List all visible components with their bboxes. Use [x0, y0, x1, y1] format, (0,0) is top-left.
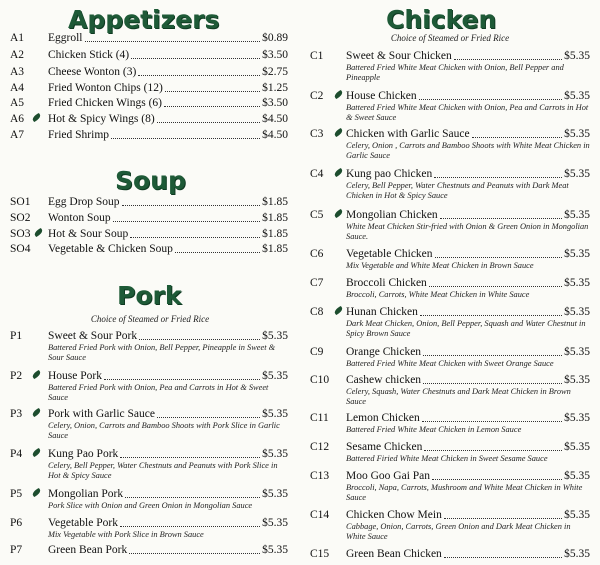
item-price: $0.89: [262, 32, 288, 44]
item-line: [48, 243, 288, 256]
item-price: $5.35: [564, 441, 590, 453]
item-description: Celery, Bell Pepper, Water Chestnuts and Peanuts with Pork Slice in Hot & Spicy Sauce: [48, 461, 278, 480]
item-price: $1.25: [262, 82, 288, 94]
item-price: $1.85: [262, 228, 288, 240]
item-code: C3: [310, 128, 324, 140]
item-line: [48, 544, 288, 557]
item-code: C13: [310, 470, 330, 482]
item-price: $5.35: [262, 544, 288, 556]
item-line: [346, 441, 590, 454]
item-description: Celery, Bell Pepper, Water Chestnuts and Peanuts with Dark Meat Chicken in Hot & Spicy Sauce: [346, 181, 569, 200]
item-code: P1: [10, 330, 23, 342]
item-description: Broccoli, Carrots, White Meat Chicken in White Sauce: [346, 290, 530, 299]
item-line: [48, 370, 288, 383]
item-line: [346, 90, 590, 103]
item-description: Battered Fried White Meat Chicken in Lemon Sauce: [346, 425, 522, 434]
pepper-icon: [333, 90, 343, 99]
item-line: [48, 129, 288, 142]
item-code: C10: [310, 374, 330, 386]
item-line: [346, 374, 590, 387]
pepper-icon: [31, 448, 41, 457]
item-line: [346, 50, 590, 63]
item-description: Cabbage, Onion, Carrots, Green Onion and Dark Meat Chicken in White Sauce: [346, 522, 571, 541]
item-price: $5.35: [262, 448, 288, 460]
pepper-icon: [31, 113, 41, 122]
item-line: [346, 168, 590, 181]
item-code: A3: [10, 66, 25, 78]
item-name: Cashew chicken: [346, 374, 422, 386]
dot-leader: [122, 204, 261, 206]
item-code: P4: [10, 448, 23, 460]
item-description: Battered Firied White Meat Chicken in Sweet Sesame Sauce: [346, 454, 548, 463]
item-code: C2: [310, 90, 324, 102]
dot-leader: [164, 105, 260, 107]
item-price: $1.85: [262, 196, 288, 208]
item-line: [346, 470, 590, 483]
item-price: $5.35: [564, 306, 590, 318]
item-code: C11: [310, 412, 329, 424]
dot-leader: [157, 416, 260, 418]
item-price: $3.50: [262, 97, 288, 109]
dot-leader: [104, 378, 260, 380]
item-name: Moo Goo Gai Pan: [346, 470, 431, 482]
item-line: [48, 408, 288, 421]
item-price: $4.50: [262, 113, 288, 125]
item-line: [48, 212, 288, 225]
item-code: A6: [10, 113, 25, 125]
item-price: $5.35: [262, 408, 288, 420]
item-name: Vegetable & Chicken Soup: [48, 243, 173, 255]
item-description: Battered Fried Pork with Onion, Bell Pepper, Pineapple in Sweet & Sour Sauce: [48, 343, 276, 362]
item-code: P2: [10, 370, 23, 382]
item-name: Sweet & Sour Chicken: [346, 50, 452, 62]
item-code: A2: [10, 49, 25, 61]
item-description: Mix Vegetable and White Meat Chicken in Brown Sauce: [346, 261, 534, 270]
item-name: Orange Chicken: [346, 346, 422, 358]
item-price: $5.35: [564, 248, 590, 260]
dot-leader: [424, 449, 562, 451]
item-line: [346, 277, 590, 290]
dot-leader: [454, 58, 562, 60]
item-name: House Pork: [48, 370, 102, 382]
item-code: A7: [10, 129, 25, 141]
item-line: [48, 82, 288, 95]
item-price: $5.35: [564, 470, 590, 482]
item-name: Fried Wonton Chips (12): [48, 82, 163, 94]
item-description: Celery, Squash, Water Chestnuts and Dark Meat Chicken in Brown Sauce: [346, 387, 571, 406]
item-code: A4: [10, 82, 25, 94]
pork-heading: Pork: [117, 281, 182, 310]
item-name: Green Bean Pork: [48, 544, 128, 556]
dot-leader: [111, 137, 260, 139]
pepper-icon: [31, 370, 41, 379]
item-code: A5: [10, 97, 25, 109]
item-name: Chicken with Garlic Sauce: [346, 128, 470, 140]
dot-leader: [120, 456, 260, 458]
item-price: $5.35: [564, 209, 590, 221]
item-line: [346, 248, 590, 261]
item-price: $5.35: [564, 412, 590, 424]
dot-leader: [429, 285, 562, 287]
item-name: Fried Chicken Wings (6): [48, 97, 162, 109]
item-name: Kung Pao Pork: [48, 448, 119, 460]
item-name: House Chicken: [346, 90, 417, 102]
item-code: SO4: [10, 243, 31, 255]
dot-leader: [472, 136, 563, 138]
pepper-icon: [31, 488, 41, 497]
chicken-heading: Chicken: [386, 5, 497, 34]
item-name: Vegetable Pork: [48, 517, 118, 529]
item-price: $5.35: [564, 50, 590, 62]
item-line: [346, 412, 590, 425]
dot-leader: [420, 314, 562, 316]
pepper-icon: [333, 128, 343, 137]
item-price: $5.35: [564, 168, 590, 180]
item-line: [346, 306, 590, 319]
chicken-rice-note: Choice of Steamed or Fried Rice: [390, 33, 510, 43]
item-price: $5.35: [564, 374, 590, 386]
item-code: P3: [10, 408, 23, 420]
item-line: [48, 228, 288, 241]
item-name: Sweet & Sour Pork: [48, 330, 138, 342]
pepper-icon: [333, 209, 343, 218]
item-code: P6: [10, 517, 23, 529]
item-name: Hunan Chicken: [346, 306, 418, 318]
item-price: $3.50: [262, 49, 288, 61]
item-name: Wonton Soup: [48, 212, 111, 224]
item-code: C5: [310, 209, 324, 221]
dot-leader: [129, 552, 260, 554]
item-description: Battered Fried White Meat Chicken with Sweet Orange Sauce: [346, 359, 554, 368]
dot-leader: [131, 57, 260, 59]
item-description: Celery, Onion , Carrots and Bamboo Shoots with White Meat Chicken in Garlic Sauce: [346, 141, 590, 160]
item-price: $4.50: [262, 129, 288, 141]
item-name: Chicken Chow Mein: [346, 509, 442, 521]
item-name: Sesame Chicken: [346, 441, 423, 453]
dot-leader: [435, 256, 563, 258]
dot-leader: [434, 176, 562, 178]
item-description: Battered Fried White Meat Chicken with Onion, Pea and Carrots in Hot & Sweet Sauce: [346, 103, 589, 122]
item-code: C8: [310, 306, 324, 318]
dot-leader: [139, 338, 260, 340]
item-code: C12: [310, 441, 330, 453]
item-name: Hot & Spicy Wings (8): [48, 113, 155, 125]
item-description: Broccoli, Napa, Carrots, Mushroom and White Meat Chicken in White Sauce: [346, 483, 583, 502]
dot-leader: [419, 98, 563, 100]
item-name: Mongolian Pork: [48, 488, 124, 500]
item-name: Green Bean Chicken: [346, 548, 442, 560]
item-line: [48, 330, 288, 343]
item-name: Vegetable Chicken: [346, 248, 433, 260]
item-description: Celery, Onion, Carrots and Bamboo Shoots with Pork Slice in Garlic Sauce: [48, 421, 280, 440]
item-code: SO3: [10, 228, 31, 240]
item-code: C1: [310, 50, 324, 62]
item-code: C15: [310, 548, 330, 560]
item-price: $2.75: [262, 66, 288, 78]
item-line: [48, 113, 288, 126]
item-price: $5.35: [262, 488, 288, 500]
item-line: [48, 97, 288, 110]
item-description: Pork Slice with Onion and Green Onion in Mongolian Sauce: [48, 501, 253, 510]
item-name: Mongolian Chicken: [346, 209, 438, 221]
dot-leader: [125, 496, 260, 498]
item-code: C7: [310, 277, 324, 289]
item-price: $5.35: [564, 548, 590, 560]
item-line: [48, 66, 288, 79]
item-line: [346, 346, 590, 359]
item-price: $5.35: [262, 330, 288, 342]
item-line: [346, 548, 590, 561]
item-code: SO2: [10, 212, 31, 224]
item-line: [48, 448, 288, 461]
item-line: [48, 488, 288, 501]
dot-leader: [422, 420, 562, 422]
dot-leader: [432, 478, 562, 480]
pepper-icon: [333, 306, 343, 315]
item-price: $5.35: [564, 277, 590, 289]
item-name: Hot & Sour Soup: [48, 228, 129, 240]
item-name: Pork with Garlic Sauce: [48, 408, 155, 420]
dot-leader: [423, 382, 562, 384]
item-code: C6: [310, 248, 324, 260]
dot-leader: [138, 74, 260, 76]
item-name: Fried Shrimp: [48, 129, 110, 141]
item-price: $5.35: [564, 346, 590, 358]
item-description: Dark Meat Chicken, Onion, Bell Pepper, Squash and Water Chestnut in Spicy Brown Sauce: [346, 319, 586, 338]
dot-leader: [165, 90, 260, 92]
item-price: $5.35: [262, 370, 288, 382]
item-line: [346, 128, 590, 141]
item-name: Egg Drop Soup: [48, 196, 120, 208]
item-line: [48, 32, 288, 45]
item-line: [346, 509, 590, 522]
pepper-icon: [31, 408, 41, 417]
dot-leader: [423, 354, 562, 356]
item-description: Battered Fried White Meat Chicken with Onion, Bell Pepper and Pineapple: [346, 63, 564, 82]
dot-leader: [444, 556, 562, 558]
dot-leader: [157, 121, 260, 123]
item-name: Cheese Wonton (3): [48, 66, 137, 78]
item-name: Eggroll: [48, 32, 83, 44]
item-line: [346, 209, 590, 222]
item-price: $5.35: [564, 509, 590, 521]
dot-leader: [440, 217, 562, 219]
item-name: Lemon Chicken: [346, 412, 420, 424]
item-code: P5: [10, 488, 23, 500]
item-code: C14: [310, 509, 330, 521]
item-code: P7: [10, 544, 23, 556]
item-code: SO1: [10, 196, 31, 208]
item-name: Chicken Stick (4): [48, 49, 130, 61]
dot-leader: [113, 220, 260, 222]
dot-leader: [85, 40, 261, 42]
pepper-icon: [333, 168, 343, 177]
soup-heading: Soup: [115, 166, 186, 195]
item-price: $5.35: [262, 517, 288, 529]
item-line: [48, 196, 288, 209]
item-name: Kung pao Chicken: [346, 168, 433, 180]
dot-leader: [130, 236, 260, 238]
item-description: White Meat Chicken Stir-fried with Onion & Green Onion in Mongolian Sauce.: [346, 222, 589, 241]
dot-leader: [444, 517, 562, 519]
item-code: A1: [10, 32, 25, 44]
item-code: C9: [310, 346, 324, 358]
dot-leader: [175, 251, 260, 253]
pepper-icon: [33, 228, 43, 237]
appetizers-heading: Appetizers: [68, 5, 220, 34]
item-price: $5.35: [564, 128, 590, 140]
pork-rice-note: Choice of Steamed or Fried Rice: [90, 314, 210, 324]
item-price: $5.35: [564, 90, 590, 102]
item-price: $1.85: [262, 212, 288, 224]
item-line: [48, 49, 288, 62]
item-description: Mix Vegetable with Pork Slice in Brown Sauce: [48, 530, 204, 539]
item-description: Battered Fried Pork with Onion, Pea and Carrots in Hot & Sweet Sauce: [48, 383, 269, 402]
item-code: C4: [310, 168, 324, 180]
dot-leader: [120, 525, 260, 527]
item-line: [48, 517, 288, 530]
item-name: Broccoli Chicken: [346, 277, 427, 289]
item-price: $1.85: [262, 243, 288, 255]
